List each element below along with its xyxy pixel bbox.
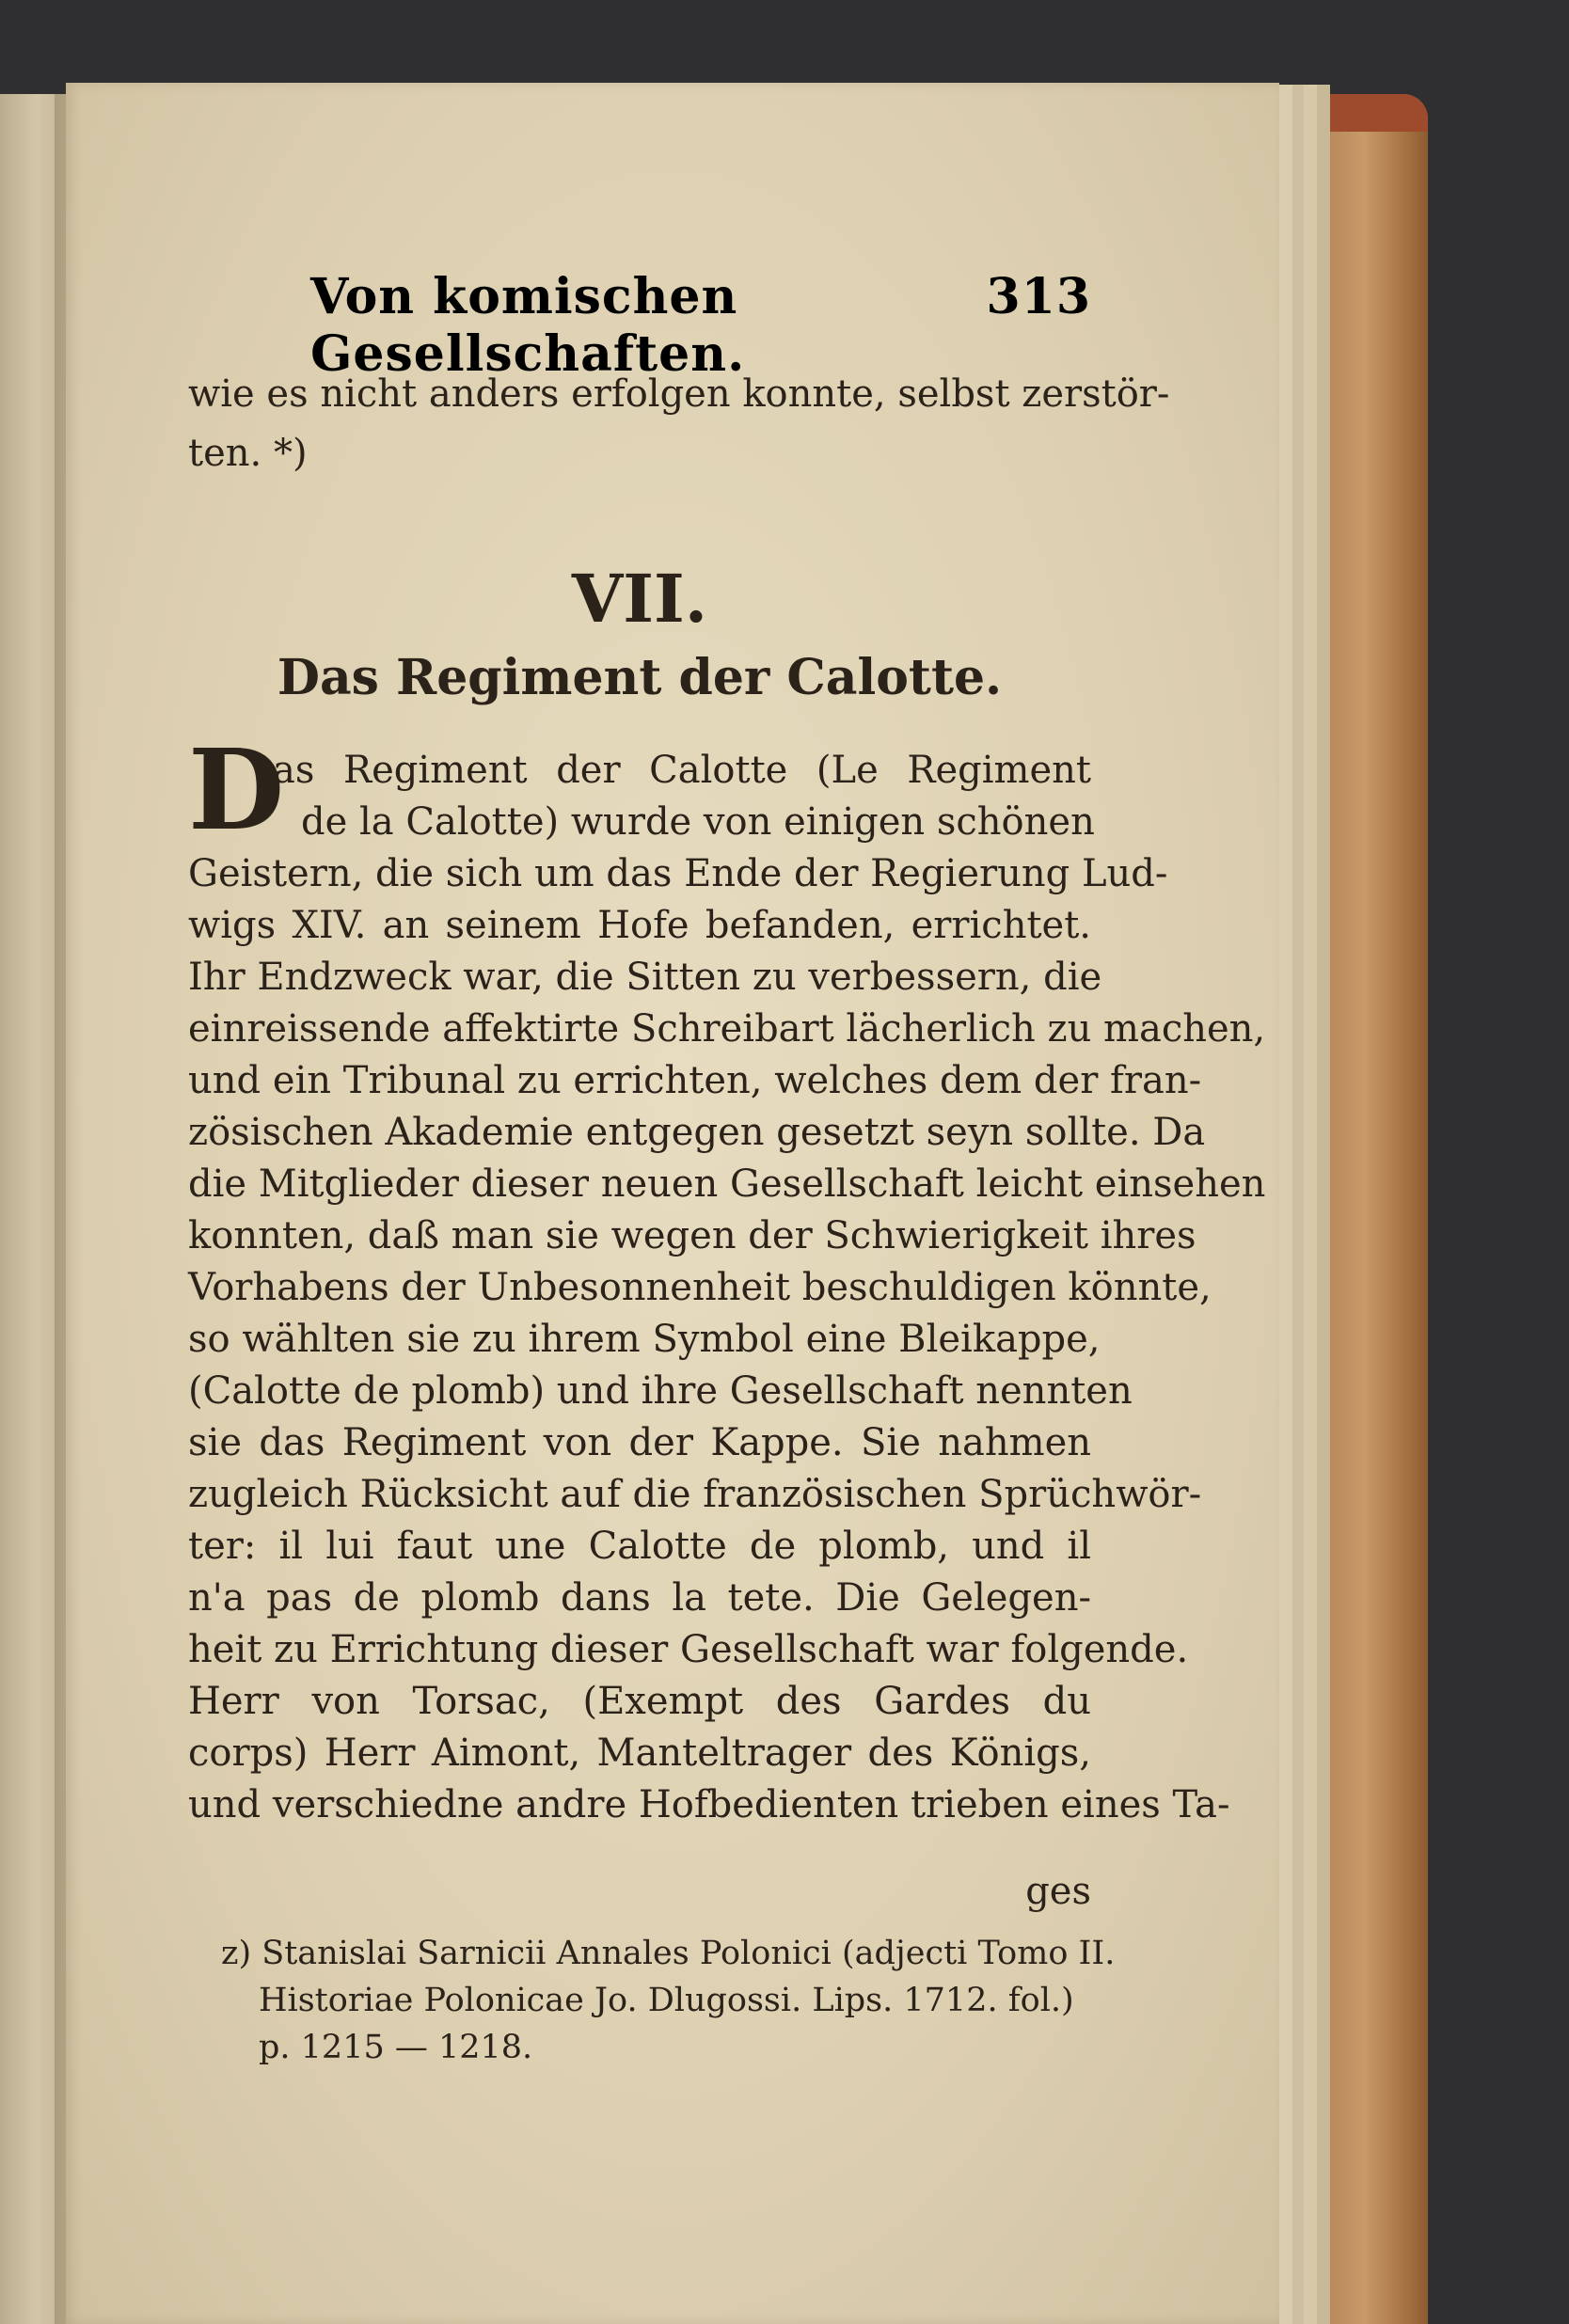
body-line: zösischen Akademie entgegen gesetzt seyn sollte. Da [188, 1111, 1206, 1154]
body-line: konnten, daß man sie wegen der Schwierigkeit ihres [188, 1214, 1197, 1257]
footnote-line: Historiae Polonicae Jo. Dlugossi. Lips. 1712. fol.) [259, 1982, 1074, 2019]
body-line: corps) Herr Aimont, Manteltrager des Königs, [188, 1731, 1091, 1775]
body-line: Vorhabens der Unbesonnenheit beschuldigen könnte, [188, 1266, 1212, 1309]
body-line: Ihr Endzweck war, die Sitten zu verbessern, die [188, 956, 1102, 999]
book-cover-headband [1330, 94, 1428, 132]
page-edge [1304, 85, 1317, 2324]
footnote-line: z) Stanislai Sarnicii Annales Polonici (adjecti Tomo II. [221, 1935, 1116, 1972]
chapter-numeral: VII. [571, 560, 708, 638]
running-head [310, 268, 1091, 383]
body-line: as Regiment der Calotte (Le Regiment [273, 749, 1091, 792]
page-edge [1279, 85, 1292, 2324]
body-line: de la Calotte) wurde von einigen schönen [301, 800, 1095, 844]
body-line: wigs XIV. an seinem Hofe befanden, errichtet. [188, 904, 1091, 947]
page-edge [1292, 85, 1304, 2324]
intro-line: ten. *) [188, 432, 308, 475]
catchword: ges [1025, 1870, 1091, 1913]
footnote-line: p. 1215 — 1218. [259, 2029, 533, 2066]
body-line: sie das Regiment von der Kappe. Sie nahmen [188, 1421, 1091, 1464]
body-line: Herr von Torsac, (Exempt des Gardes du [188, 1680, 1091, 1723]
chapter-title: Das Regiment der Calotte. [277, 649, 1003, 706]
page-edge [1317, 85, 1330, 2324]
body-line: und verschiedne andre Hofbedienten trieben eines Ta- [188, 1783, 1230, 1826]
body-line: und ein Tribunal zu errichten, welches dem der fran- [188, 1059, 1202, 1102]
drop-capital: D [188, 724, 285, 855]
body-line: ter: il lui faut une Calotte de plomb, und il [188, 1525, 1091, 1568]
page-number: 313 [986, 268, 1091, 325]
book-cover [1330, 94, 1428, 2324]
body-line: zugleich Rücksicht auf die französischen Sprüchwör- [188, 1473, 1202, 1516]
body-line: Geistern, die sich um das Ende der Regierung Lud- [188, 852, 1168, 895]
body-line: einreissende affektirte Schreibart lächerlich zu machen, [188, 1007, 1266, 1051]
body-line: heit zu Errichtung dieser Gesellschaft war folgende. [188, 1628, 1189, 1671]
body-line: n'a pas de plomb dans la tete. Die Gelegen- [188, 1576, 1091, 1620]
running-head-title: Von komischen Gesellschaften. [310, 268, 746, 383]
body-line: die Mitglieder dieser neuen Gesellschaft leicht einsehen [188, 1162, 1266, 1206]
body-line: so wählten sie zu ihrem Symbol eine Bleikappe, [188, 1318, 1101, 1361]
body-line: (Calotte de plomb) und ihre Gesellschaft nennten [188, 1369, 1133, 1413]
intro-line: wie es nicht anders erfolgen konnte, selbst zerstör- [188, 372, 1170, 416]
